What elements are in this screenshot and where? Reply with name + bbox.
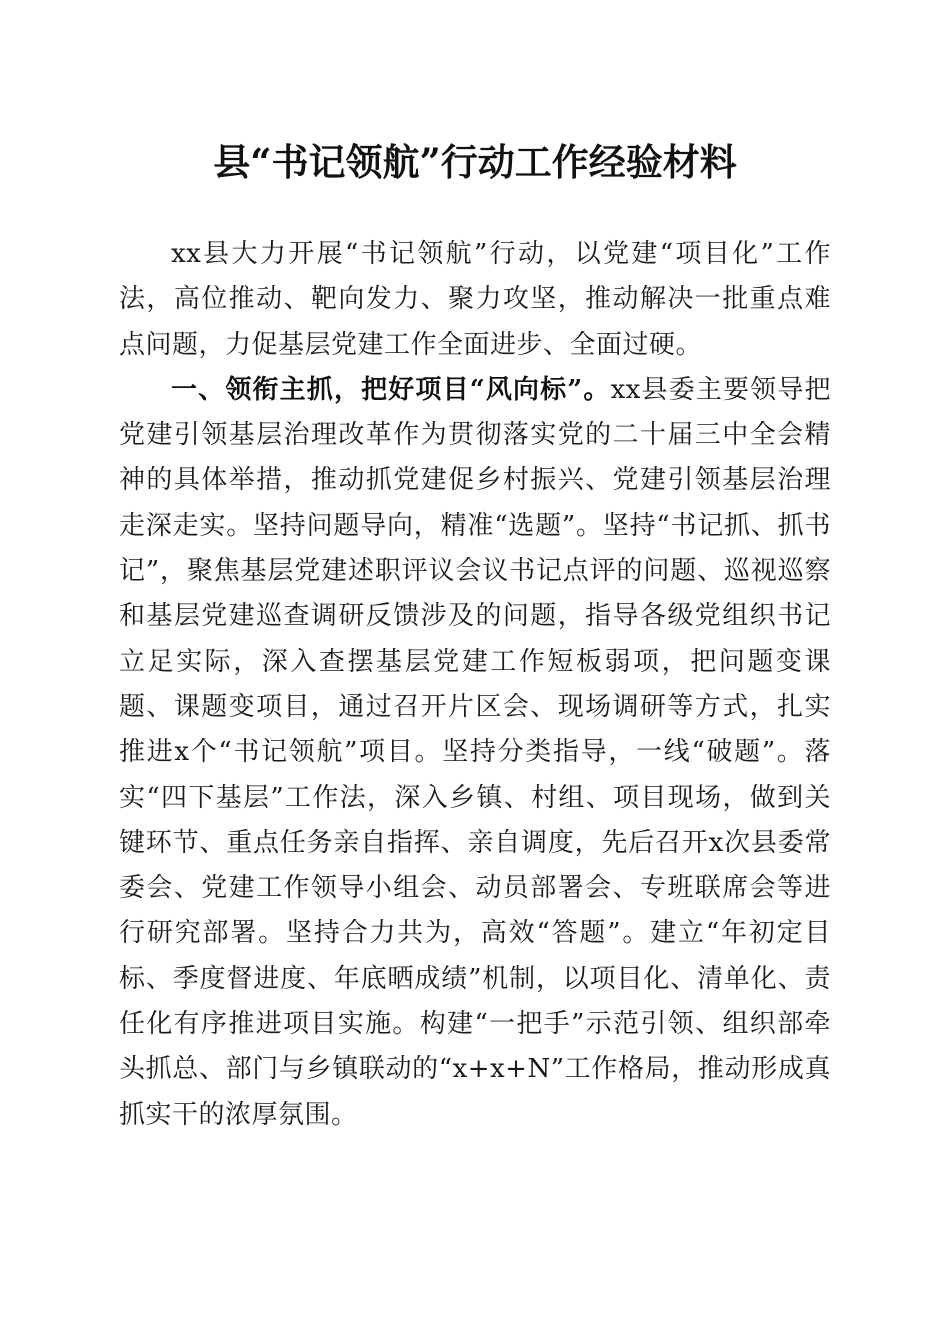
document-title: 县“书记领航”行动工作经验材料 — [213, 140, 737, 184]
section-1-body: xx县委主要领导把党建引领基层治理改革作为贯彻落实党的二十届三中全会精神的具体举措，推动抓党建促乡村振兴、党建引领基层治理走深走实。坚持问题导向，精准“选题”。坚持“书记抓、抓书记”，聚焦基层党建述职评议会议书记点评的问题、巡视巡察和基层党建巡查调研反馈涉及的问题，指导各级党组织书记立足实际，深入查摆基层党建工作短板弱项，把问题变课题、课题变项目，通过召开片区会、现场调研等方式，扎实推进x个“书记领航”项目。坚持分类指导，一线“破题”。落实“四下基层”工作法，深入乡镇、村组、项目现场，做到关键环节、重点任务亲自指挥、亲自调度，先后召开x次县委常委会、党建工作领导小组会、动员部署会、专班联席会等进行研究部署。坚持合力共为，高效“答题”。建立“年初定目标、季度督进度、年底晒成绩”机制，以项目化、清单化、责任化有序推进项目实施。构建“一把手”示范引领、组织部牵头抓总、部门与乡镇联动的“x+x+N”工作格局，推动形成真抓实干的浓厚氛围。 — [119, 374, 831, 1130]
section-1-heading: 一、领衔主抓，把好项目“风向标”。 — [171, 374, 611, 405]
intro-paragraph: xx县大力开展“书记领航”行动，以党建“项目化”工作法，高位推动、靶向发力、聚力攻坚，推动解决一批重点难点问题，力促基层党建工作全面进步、全面过硬。 — [119, 239, 831, 360]
document-body — [119, 232, 831, 1138]
section-1-paragraph — [119, 368, 831, 1138]
